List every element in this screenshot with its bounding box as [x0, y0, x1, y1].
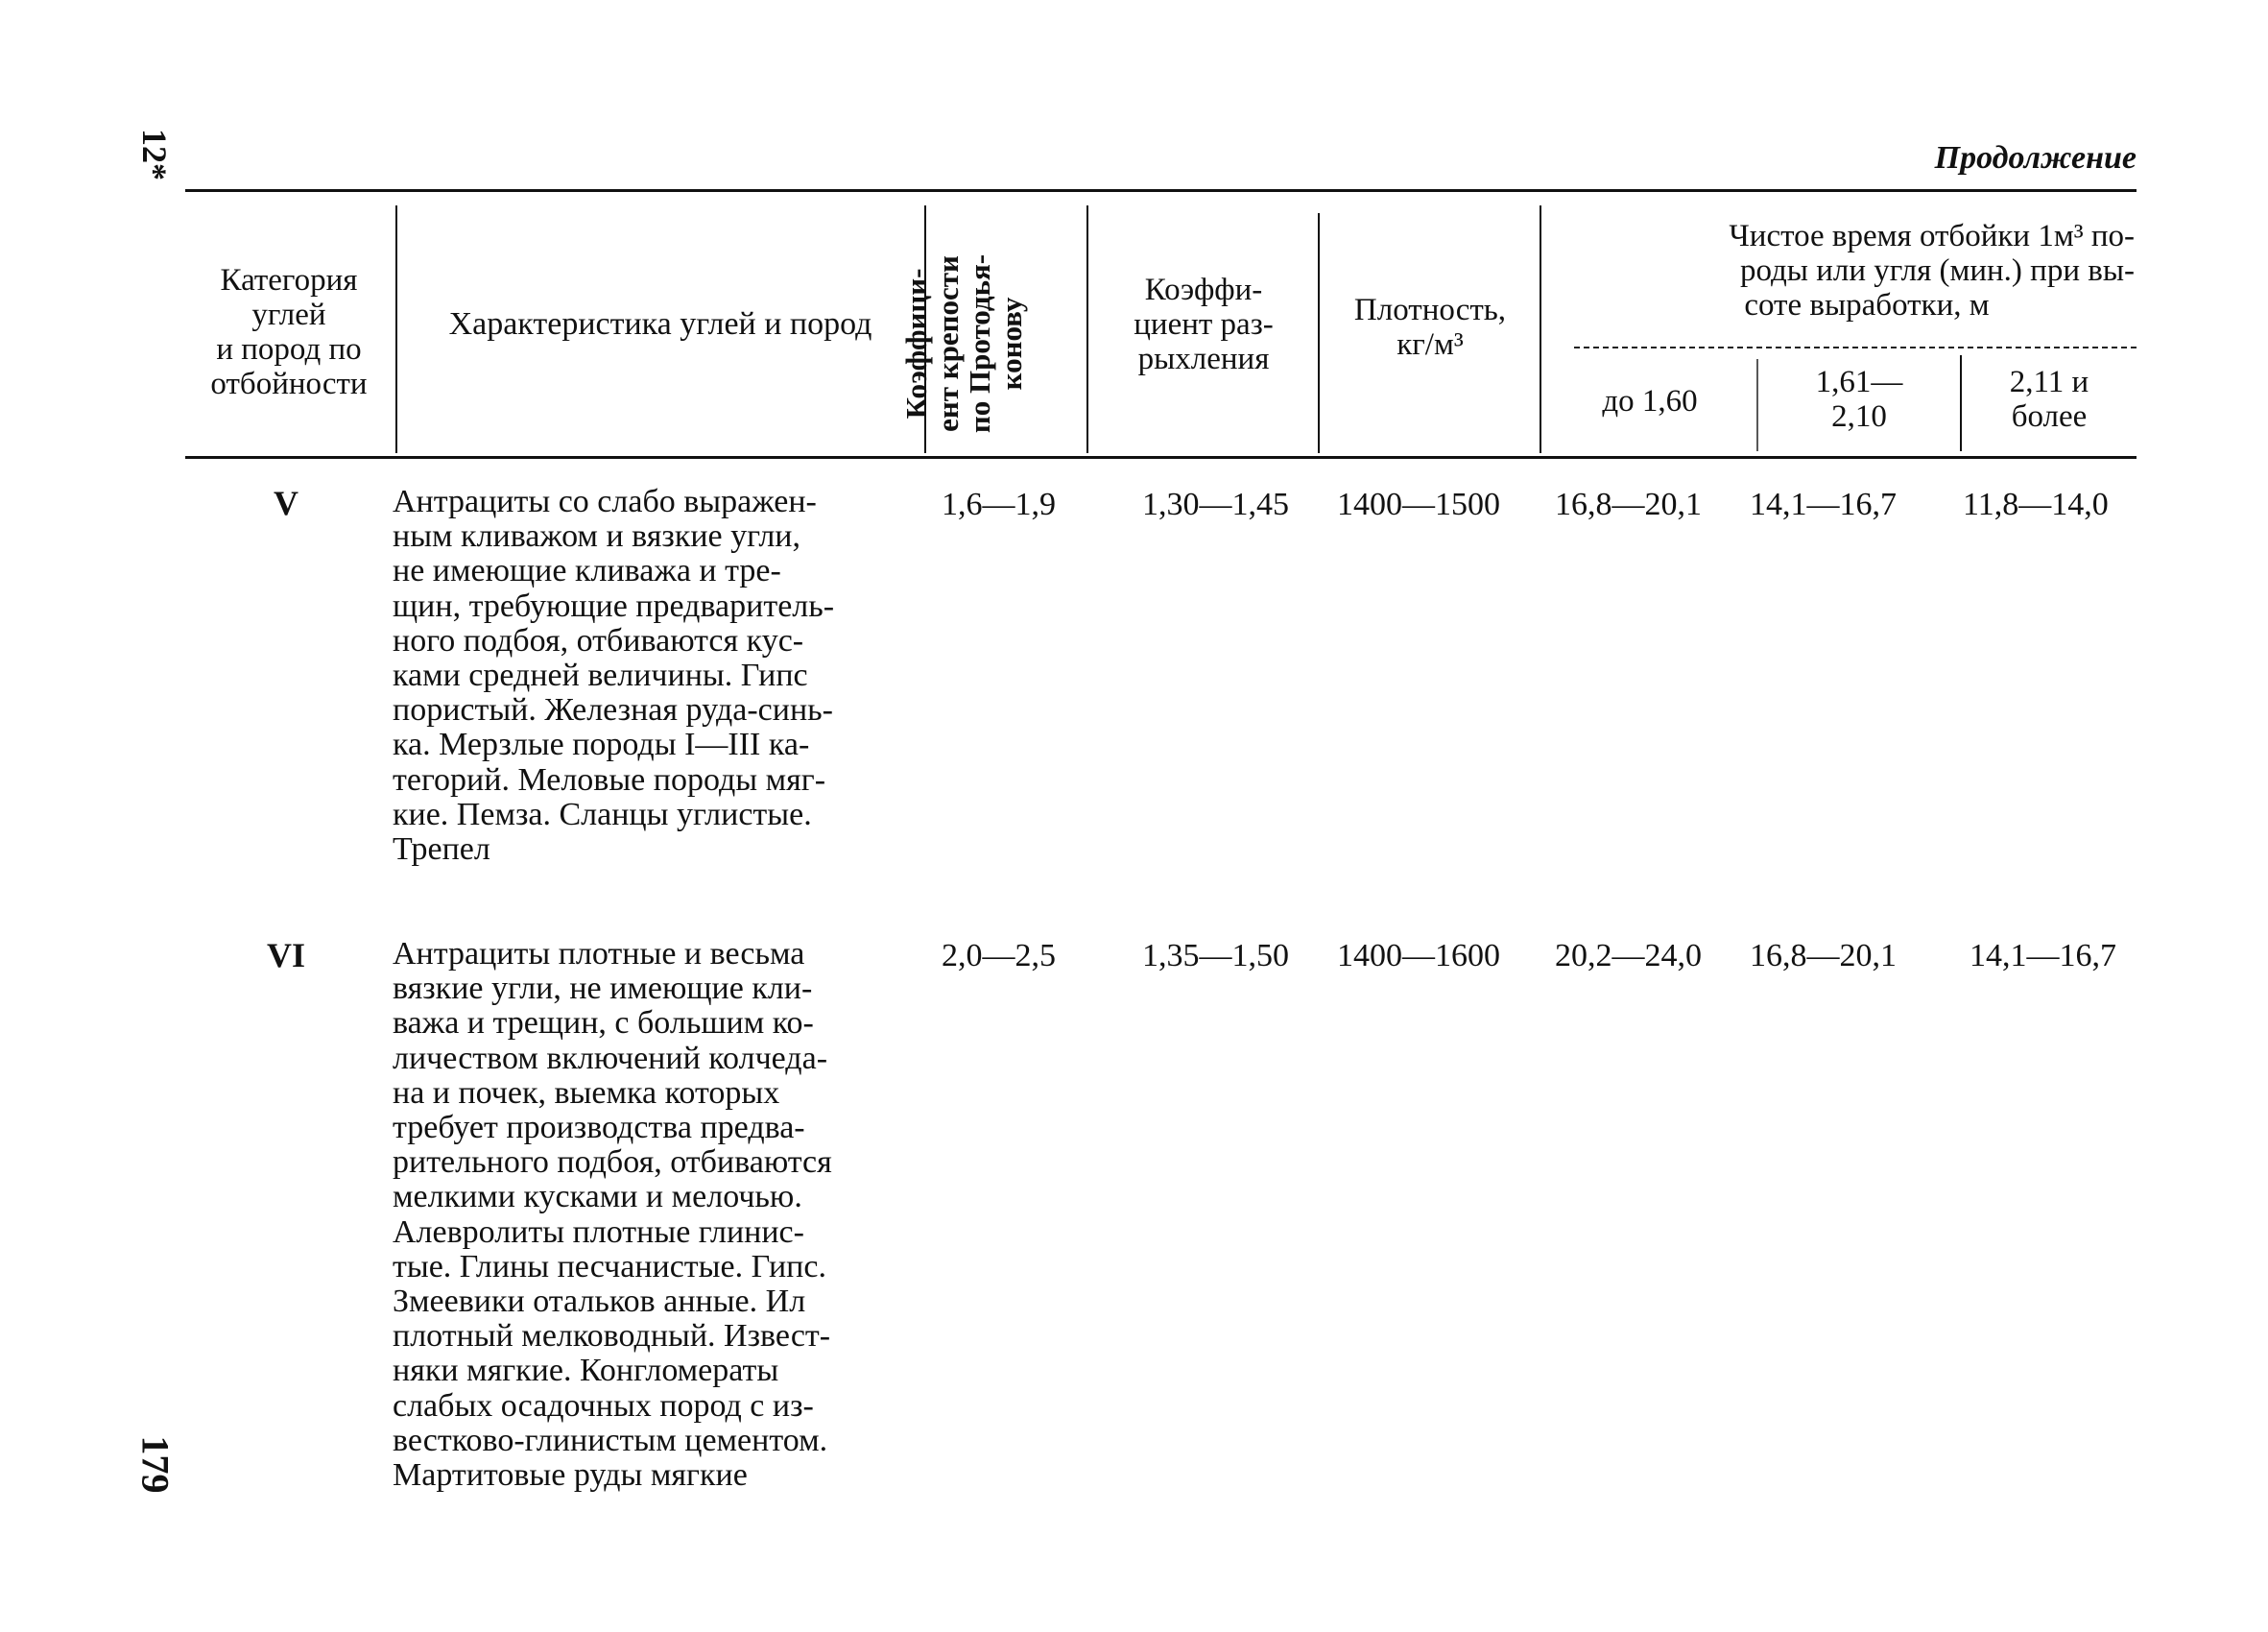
- row-time-up-to-1-60: 16,8—20,1: [1555, 487, 1702, 522]
- row-description: Антрациты плотные и весьма вязкие угли, не имеющие кли- важа и трещин, с большим ко- личеством включений колчеда- на и почек, выемка которых требует производства предва- рительного подбоя, отбиваются мелкими кусками и мелочью. Алевролиты плотные глинис- тые. Глины песчанистые. Гипс. Змеевики отальков анные. Ил плотный мелководный. Извест- няки мягкие. Конгломераты слабых осадочных пород с из- вестково-глинистым цементом. Мартитовые руды мягкие: [393, 936, 832, 1494]
- table-top-rule: [185, 189, 2137, 192]
- header-characteristics: Характеристика углей и пород: [448, 306, 872, 342]
- row-strength: 2,0—2,5: [942, 938, 1056, 973]
- row-time-2-11-plus: 11,8—14,0: [1963, 487, 2109, 522]
- page-number-bottom: 179: [133, 1435, 178, 1494]
- page-number-top: 12*: [135, 129, 174, 180]
- header-loosening-coefficient: Коэффи- циент раз- рыхления: [1134, 273, 1274, 376]
- row-density: 1400—1600: [1337, 938, 1500, 973]
- column-divider-5: [1540, 205, 1541, 453]
- header-time-group: Чистое время отбойки 1м³ по- роды или угля (мин.) при вы- соте выработки, м: [1729, 219, 2135, 323]
- header-bottom-rule: [185, 456, 2137, 459]
- header-height-2-11-plus: 2,11 и более: [2009, 365, 2089, 434]
- row-time-1-61-2-10: 16,8—20,1: [1750, 938, 1897, 973]
- row-time-up-to-1-60: 20,2—24,0: [1555, 938, 1702, 973]
- row-loosening: 1,35—1,50: [1142, 938, 1289, 973]
- row-category: V: [274, 484, 298, 522]
- continuation-label: Продолжение: [1934, 140, 2137, 176]
- header-height-1-61-2-10: 1,61— 2,10: [1815, 365, 1903, 434]
- row-strength: 1,6—1,9: [942, 487, 1056, 522]
- row-density: 1400—1500: [1337, 487, 1500, 522]
- row-loosening: 1,30—1,45: [1142, 487, 1289, 522]
- column-divider-4: [1318, 213, 1320, 453]
- header-density: Плотность, кг/м³: [1353, 293, 1507, 362]
- time-group-divider: [1574, 347, 2137, 348]
- header-category: Категория углей и пород по отбойности: [210, 263, 368, 401]
- row-category: VI: [266, 936, 305, 974]
- column-divider-3: [1086, 205, 1088, 453]
- row-time-1-61-2-10: 14,1—16,7: [1750, 487, 1897, 522]
- header-height-up-to-1-60: до 1,60: [1602, 384, 1698, 419]
- row-description: Антрациты со слабо выражен- ным кливажом и вязкие угли, не имеющие кливажа и тре- щин, требующие предваритель- ного подбоя, отбиваются кус- ками средней величины. Гипс пористый. Железная руда-синь- ка. Мерзлые породы I—III ка- тегорий. Меловые породы мяг- кие. Пемза. Сланцы углистые. Трепел: [393, 484, 835, 868]
- row-time-2-11-plus: 14,1—16,7: [1970, 938, 2116, 973]
- header-strength-coefficient: Коэффици- ент крепости по Протодья- конову: [899, 253, 1028, 434]
